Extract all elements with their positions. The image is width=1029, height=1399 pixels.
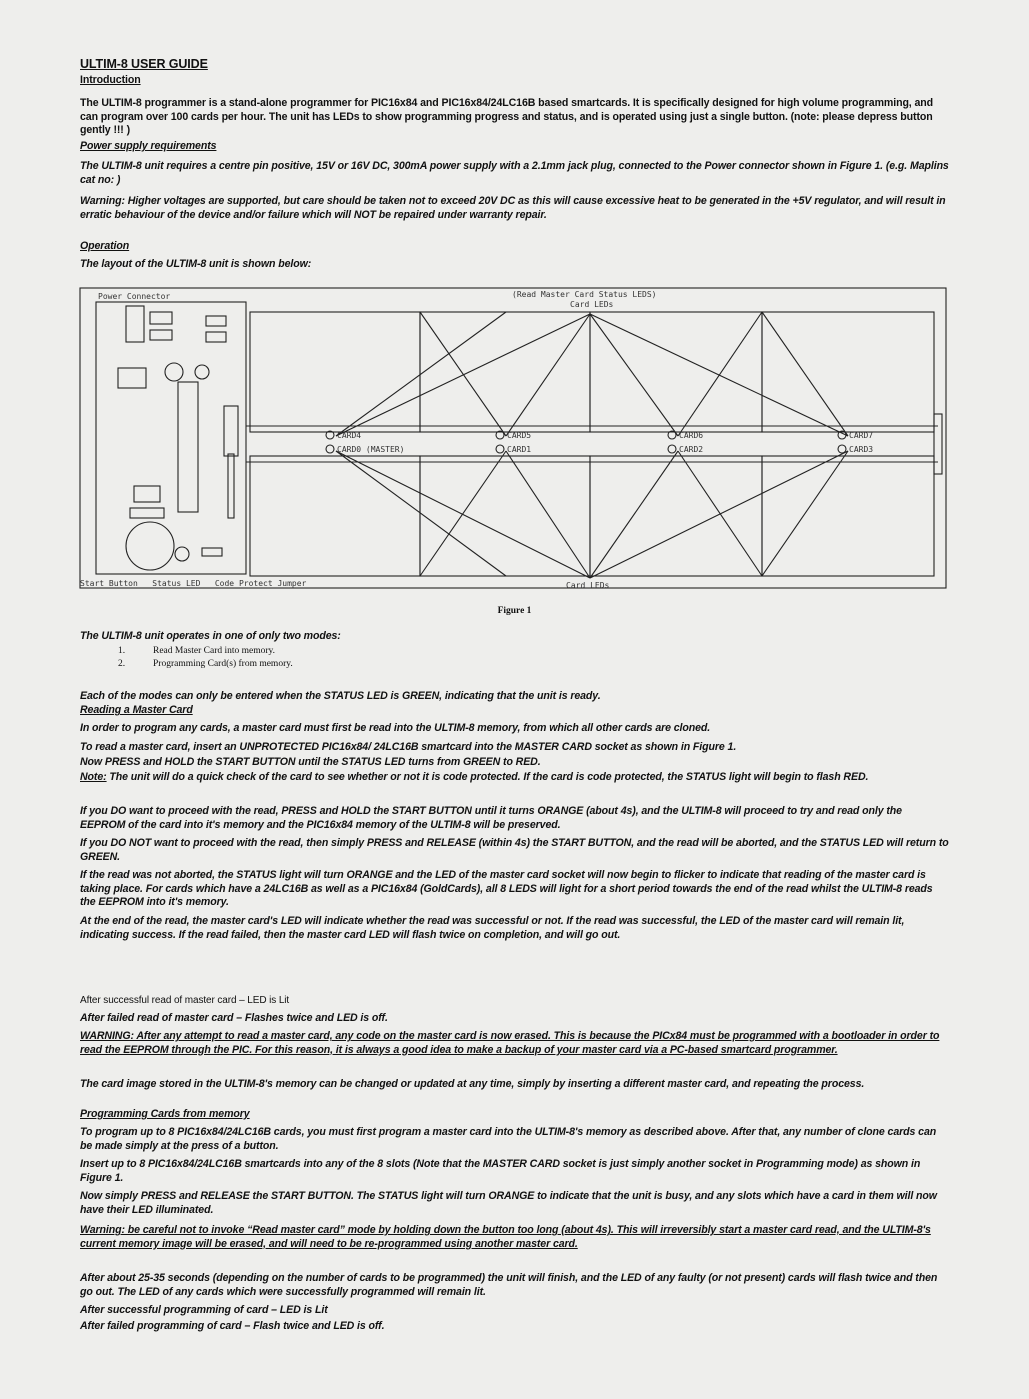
doc-title: ULTIM-8 USER GUIDE: [80, 57, 208, 71]
power-heading: Power supply requirements: [80, 140, 217, 152]
label-card6: CARD6: [679, 431, 704, 440]
programming-p1: To program up to 8 PIC16x84/24LC16B cards, you must first program a master card into the ULTIM-8's memory as described above. After that, any number of clone cards can be made simply at the press of a button.: [80, 1126, 937, 1152]
reading-p7: At the end of the read, the master card's LED will indicate whether the read was successful or not. If the read was successful, the LED of the master card will remain lit, indicating success. If the read failed, then the master card LED will flash twice on completion, and will go out.: [80, 915, 905, 941]
reading-p4: If you DO want to proceed with the read, PRESS and HOLD the START BUTTON until it turns ORANGE (about 4s), and the ULTIM-8 will proceed to try and read only the EEPROM of the card into it's memory and the PIC16x84 memory of the ULTIM-8 will be preserved.: [80, 805, 902, 831]
label-card7: CARD7: [849, 431, 874, 440]
label-card-leds-bottom: Card LEDs: [566, 581, 610, 590]
layout-text: The layout of the ULTIM-8 unit is shown below:: [80, 258, 312, 270]
image-note: The card image stored in the ULTIM-8's memory can be changed or updated at any time, simply by inserting a different master card, and repeating the process.: [80, 1078, 865, 1090]
reading-note: Note: The unit will do a quick check of the card to see whether or not it is code protected. If the card is code protected, the STATUS light will begin to flash RED.: [80, 771, 869, 783]
label-read-master-leds: (Read Master Card Status LEDS): [512, 290, 657, 299]
after-read-success: After successful read of master card – LED is Lit: [80, 995, 290, 1006]
programming-warning: Warning: be careful not to invoke “Read master card” mode by holding down the button too long (about 4s). This will irreversibly start a master card read, and the ULTIM-8's current memory image will be erased, and will need to be re-programmed using another master card.: [80, 1224, 931, 1250]
reading-p3: Now PRESS and HOLD the START BUTTON until the STATUS LED turns from GREEN to RED.: [80, 756, 541, 768]
after-prog-fail: After failed programming of card – Flash twice and LED is off.: [80, 1320, 385, 1332]
label-card2: CARD2: [679, 445, 704, 454]
reading-heading: Reading a Master Card: [80, 704, 193, 716]
label-card5: CARD5: [507, 431, 532, 440]
board-layout-figure: [78, 286, 948, 592]
read-warning: WARNING: After any attempt to read a master card, any code on the master card is now erased. This is because the PICx84 must be programmed with a bootloader in order to read the EEPROM through the PIC. For this reason, it is always a good idea to make a backup of your master card via a PC-based smartcard programmer.: [80, 1030, 940, 1056]
modes-ready: Each of the modes can only be entered when the STATUS LED is GREEN, indicating that the unit is ready.: [80, 690, 601, 702]
power-warning: Warning: Higher voltages are supported, but care should be taken not to exceed 20V DC as this will cause excessive heat to be generated in the +5V regulator, and will result in erratic behaviour of the device and/or failure which will NOT be repaired under warranty repair.: [80, 195, 946, 221]
intro-text: The ULTIM-8 programmer is a stand-alone programmer for PIC16x84 and PIC16x84/24LC16B based smartcards. It is specifically designed for high volume programming, and can program over 100 cards per hour. The unit has LEDs to show programming progress and status, and is operated using just a single button. (note: please depress button gently !!! ): [80, 97, 934, 137]
after-prog-success: After successful programming of card – LED is Lit: [80, 1304, 328, 1316]
figure-caption: Figure 1: [497, 606, 532, 616]
programming-heading: Programming Cards from memory: [80, 1108, 250, 1120]
programming-p3: Now simply PRESS and RELEASE the START BUTTON. The STATUS light will turn ORANGE to indicate that the unit is busy, and any slots which have a card in them will now have their LED illuminated.: [80, 1190, 937, 1216]
intro-heading: Introduction: [80, 74, 141, 86]
programming-p4: After about 25-35 seconds (depending on the number of cards to be programmed) the unit will finish, and the LED of any faulty (or not present) cards will flash twice and then go out. The LED of any cards which were successfully programmed will remain lit.: [80, 1272, 938, 1298]
reading-p1: In order to program any cards, a master card must first be read into the ULTIM-8 memory, from which all other cards are cloned.: [80, 722, 711, 734]
operation-heading: Operation: [80, 240, 130, 252]
label-bottom-controls: Start Button Status LED Code Protect Jumper: [80, 579, 307, 588]
label-card1: CARD1: [507, 445, 532, 454]
modes-intro: The ULTIM-8 unit operates in one of only two modes:: [80, 630, 341, 642]
programming-p2: Insert up to 8 PIC16x84/24LC16B smartcards into any of the 8 slots (Note that the MASTER CARD socket is just simply another socket in Programming mode) as shown in Figure 1.: [80, 1158, 921, 1184]
label-card4: CARD4: [337, 431, 362, 440]
reading-p5: If you DO NOT want to proceed with the read, then simply PRESS and RELEASE (within 4s) the START BUTTON, and the read will be aborted, and the STATUS LED will return to GREEN.: [80, 837, 949, 863]
after-read-fail: After failed read of master card – Flashes twice and LED is off.: [80, 1012, 388, 1024]
label-card3: CARD3: [849, 445, 874, 454]
document-page: ULTIM-8 USER GUIDE Introduction The ULTIM-8 programmer is a stand-alone programmer for PIC16x84 and PIC16x84/24LC16B based smartcards. It is specifically designed for high volume programming, and can program over 100 cards per hour. The unit has LEDs to show programming progress and status, and is operated using just a single button. (note: please depress button gently !!! ) Power supply requirements The ULTIM-8 unit requires a centre pin positive, 15V or 16V DC, 300mA power supply with a 2.1mm jack plug, connected to the Power connector shown in Figure 1. (e.g. Maplins cat no: ) Warning: Higher voltages are supported, but care should be taken not to exceed 20V DC as this will cause excessive heat to be generated in the +5V regulator, and will result in erratic behaviour of the device and/or failure which will NOT be repaired under warranty repair. Operation The layout of the ULTIM-8 unit is shown below: Power Connector (Read Master Card Status LEDS) Card LEDs Card LEDs Start Button Status LED Code Protect Jumper CARD4 CARD0 (MASTER) CARD5 CARD1 CARD6 CARD2 CARD7 CARD3 Figure 1 The ULTIM-8 unit operates in one of only two modes: 1. Read Master Card into memory. 2. Programming Card(s) from memory. Each of the modes can only be entered when the STATUS LED is GREEN, indicating that the unit is ready. Reading a Master Card In order to program any cards, a master card must first be read into the ULTIM-8 memory, from which all other cards are cloned. To read a master card, insert an UNPROTECTED PIC16x84/ 24LC16B smartcard into the MASTER CARD socket as shown in Figure 1. Now PRESS and HOLD the START BUTTON until the STATUS LED turns from GREEN to RED. Note: The unit will do a quick check of the card to see whether or not it is code protected. If the card is code protected, the STATUS light will begin to flash RED. If you DO want to proceed with the read, PRESS and HOLD the START BUTTON until it turns ORANGE (about 4s), and the ULTIM-8 will proceed to try and read only the EEPROM of the card into it's memory and the PIC16x84 memory of the ULTIM-8 will be preserved. If you DO NOT want to proceed with the read, then simply PRESS and RELEASE (within 4s) the START BUTTON, and the read will be aborted, and the STATUS LED will return to GREEN. If the read was not aborted, the STATUS light will turn ORANGE and the LED of the master card socket will now begin to flicker to indicate that reading of the master card is taking place. For cards which have a 24LC16B as well as a PIC16x84 (GoldCards), all 8 LEDS will light for a short period towards the end of the read whilst the ULTIM-8 reads the EEPROM into it's memory. At the end of the read, the master card's LED will indicate whether the read was successful or not. If the read was successful, the LED of the master card will remain lit, indicating success. If the read failed, then the master card LED will flash twice on completion, and will go out. After successful read of master card – LED is Lit After failed read of master card – Flashes twice and LED is off. WARNING: After any attempt to read a master card, any code on the master card is now erased. This is because the PICx84 must be programmed with a bootloader in order to read the EEPROM through the PIC. For this reason, it is always a good idea to make a backup of your master card via a PC-based smartcard programmer. The card image stored in the ULTIM-8's memory can be changed or updated at any time, simply by inserting a different master card, and repeating the process. Programming Cards from memory To program up to 8 PIC16x84/24LC16B cards, you must first program a master card into the ULTIM-8's memory as described above. After that, any number of clone cards can be made simply at the press of a button. Insert up to 8 PIC16x84/24LC16B smartcards into any of the 8 slots (Note that the MASTER CARD socket is just simply another socket in Programming mode) as shown in Figure 1. Now simply PRESS and RELEASE the START BUTTON. The STATUS light will turn ORANGE to indicate that the unit is busy, and any slots which have a card in them will now have their LED illuminated. Warning: be careful not to invoke “Read master card” mode by holding down the button too long (about 4s). This will irreversibly start a master card read, and the ULTIM-8's current memory image will be erased, and will need to be re-programmed using another master card. After about 25-35 seconds (depending on the number of cards to be programmed) the unit will finish, and the LED of any faulty (or not present) cards will flash twice and then go out. The LED of any cards which were successfully programmed will remain lit. After successful programming of card – LED is Lit After failed programming of card – Flash twice and LED is off.: [0, 0, 1029, 1399]
label-power-connector: Power Connector: [98, 292, 171, 301]
power-text: The ULTIM-8 unit requires a centre pin positive, 15V or 16V DC, 300mA power supply with a 2.1mm jack plug, connected to the Power connector shown in Figure 1. (e.g. Maplins cat no: ): [80, 160, 949, 186]
label-card-leds-top: Card LEDs: [570, 300, 614, 309]
reading-p6: If the read was not aborted, the STATUS light will turn ORANGE and the LED of the master card socket will now begin to flicker to indicate that reading of the master card is taking place. For cards which have a 24LC16B as well as a PIC16x84 (GoldCards), all 8 LEDS will light for a short period towards the end of the read whilst the ULTIM-8 reads the EEPROM into it's memory.: [80, 869, 933, 909]
label-card0: CARD0 (MASTER): [337, 445, 405, 454]
reading-p2: To read a master card, insert an UNPROTECTED PIC16x84/ 24LC16B smartcard into the MASTER CARD socket as shown in Figure 1.: [80, 741, 737, 753]
